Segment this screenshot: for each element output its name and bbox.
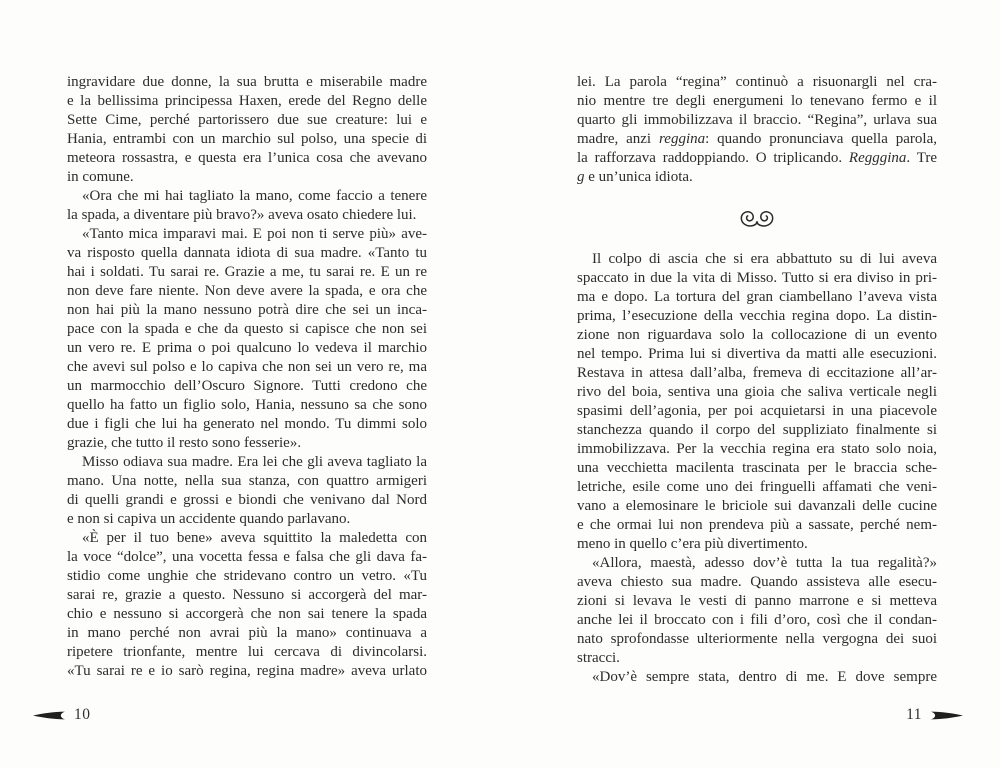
- text-line: [67, 358, 427, 377]
- text-line: [577, 73, 937, 92]
- paragraph: [67, 453, 427, 529]
- text-line: [577, 421, 937, 440]
- text-line: [67, 149, 427, 168]
- text-line: [67, 396, 427, 415]
- right-page-text-column-top: [577, 73, 937, 187]
- next-page-arrow-icon: [931, 711, 963, 720]
- text-run: pace con la spada e che da questo si capisce che non sei: [67, 321, 427, 337]
- text-line: [577, 592, 937, 611]
- text-line: [577, 111, 937, 130]
- text-run: una vecchietta macilenta trascinata per le braccia sche-: [577, 460, 937, 476]
- text-line: [67, 206, 427, 225]
- left-page: [67, 73, 427, 681]
- text-line: [67, 111, 427, 130]
- text-line: [577, 459, 937, 478]
- text-run: ma e dopo. La tortura del gran ciambellano l’aveva vista: [577, 289, 937, 305]
- text-run: «Allora, maestà, adesso dov’è tutta la tua regalità?»: [592, 555, 937, 571]
- text-line: [577, 149, 937, 168]
- text-run: non hai più la mano nessuno potrà dire che sei un inca-: [67, 302, 427, 318]
- text-run: anche lei il broccato con i fili d’oro, così che il condan-: [577, 612, 937, 628]
- text-run: e un’unica idiota.: [584, 169, 693, 185]
- text-run: letriche, esile come uno dei fringuelli affamati che veni-: [577, 479, 937, 495]
- text-run: meno in quello c’era più divertimento.: [577, 536, 808, 552]
- text-run: quarto gli immobilizzava il braccio. “Regina”, urlava sua: [577, 112, 937, 128]
- text-run: sarai re, grazie a questo. Nessuno si accorgerà del mar-: [67, 587, 427, 603]
- text-run: madre, anzi: [577, 131, 659, 147]
- text-line: [577, 611, 937, 630]
- text-line: [67, 434, 427, 453]
- text-line: [67, 548, 427, 567]
- section-divider: [577, 187, 937, 250]
- text-run: grazie, che tutto il resto sono fesserie».: [67, 435, 302, 451]
- text-line: [577, 497, 937, 516]
- paragraph: [67, 73, 427, 187]
- text-line: [67, 472, 427, 491]
- text-run: la spada, a diventare più bravo?» aveva osato chiedere lui.: [67, 207, 417, 223]
- text-run: Restava in attesa dall’alba, fremeva di eccitazione all’ar-: [577, 365, 937, 381]
- text-run: la rafforzava raddoppiando. O triplicando.: [577, 150, 849, 166]
- double-spiral-flourish-icon: [736, 209, 778, 228]
- text-run: che avevi sul polso e lo capiva che non sei un vero re, ma: [67, 359, 427, 375]
- left-page-number: 10: [74, 706, 91, 723]
- text-line: [577, 554, 937, 573]
- text-run: «Ora che mi hai tagliato la mano, come faccio a tenere: [82, 188, 427, 204]
- right-page-text-column-bottom: [577, 250, 937, 687]
- text-line: [67, 643, 427, 662]
- paragraph: [577, 554, 937, 668]
- text-run: in comune.: [67, 169, 134, 185]
- text-line: [67, 339, 427, 358]
- right-page-number: 11: [906, 706, 922, 723]
- text-line: [67, 586, 427, 605]
- text-run: in mano perché non avrai più la mano» continuava a: [67, 625, 427, 641]
- text-run: Misso odiava sua madre. Era lei che gli aveva tagliato la: [82, 454, 427, 470]
- text-run: hai i soldati. Tu sarai re. Grazie a me, tu sarai re. E un re: [67, 264, 427, 280]
- text-run: quello ha fatto un figlio solo, Hania, nessuno sa che sono: [67, 397, 427, 413]
- text-run: spasimi dell’agonia, per poi acquietarsi in una piacevole: [577, 403, 937, 419]
- text-run: nato sprofondasse ulteriormente nella vergogna dei suoi: [577, 631, 937, 647]
- text-line: [577, 478, 937, 497]
- text-line: [67, 244, 427, 263]
- text-line: [577, 307, 937, 326]
- text-line: [577, 630, 937, 649]
- text-run: stracci.: [577, 650, 620, 666]
- text-line: [577, 130, 937, 149]
- text-line: [577, 288, 937, 307]
- text-run: stanchezza quando il corpo del suppliziato finalmente si: [577, 422, 937, 438]
- text-run: chio e nessuno si accorgerà che non sai tenere la spada: [67, 606, 427, 622]
- text-run: e che ormai lui non prendeva più a sassate, perché nem-: [577, 517, 937, 533]
- text-run: spaccato in due la vita di Misso. Tutto si era diviso in pri-: [577, 270, 937, 286]
- left-page-footer: [33, 706, 91, 724]
- text-line: [577, 516, 937, 535]
- text-line: [67, 510, 427, 529]
- text-line: [577, 383, 937, 402]
- text-run: mano. Una notte, nella sua stanza, con quattro armigeri: [67, 473, 427, 489]
- text-run: due i figli che lui ha generato nel mondo. Tu dimmi solo: [67, 416, 427, 432]
- text-line: [67, 605, 427, 624]
- text-run: prima, l’esecuzione della vecchia regina dopo. La distin-: [577, 308, 937, 324]
- text-line: [577, 364, 937, 383]
- text-line: [67, 491, 427, 510]
- text-run: lei. La parola “regina” continuò a risuonargli nel cra-: [577, 74, 937, 90]
- paragraph: [67, 187, 427, 225]
- text-run: . Tre: [906, 150, 937, 166]
- text-line: [67, 529, 427, 548]
- text-line: [577, 668, 937, 687]
- italic-text-run: reggina: [659, 131, 706, 147]
- paragraph: [67, 529, 427, 681]
- text-line: [67, 301, 427, 320]
- text-line: [67, 92, 427, 111]
- text-line: [577, 92, 937, 111]
- paragraph: [577, 73, 937, 187]
- text-line: [577, 402, 937, 421]
- text-run: immobilizzava. Per la vecchia regina era stato solo noia,: [577, 441, 937, 457]
- text-line: [577, 440, 937, 459]
- paragraph: [577, 668, 937, 687]
- text-run: e la bellissima principessa Haxen, erede del Regno delle: [67, 93, 427, 109]
- text-run: Il colpo di ascia che si era abbattuto su di lui aveva: [592, 251, 937, 267]
- text-line: [577, 250, 937, 269]
- text-line: [577, 535, 937, 554]
- italic-text-run: g: [577, 169, 585, 185]
- italic-text-run: Regggina: [848, 150, 907, 166]
- text-line: [67, 662, 427, 681]
- text-line: [577, 573, 937, 592]
- text-run: meteora rossastra, e questa era l’unica cosa che avevano: [67, 150, 427, 166]
- text-run: ripetere trionfante, mentre lui cercava di divincolarsi.: [67, 644, 427, 660]
- text-line: [67, 168, 427, 187]
- text-line: [67, 225, 427, 244]
- text-run: «È per il tuo bene» aveva squittito la maledetta con: [82, 530, 427, 546]
- text-run: nio mentre tre degli energumeni lo tenevano fermo e il: [577, 93, 937, 109]
- text-run: Hania, entrambi con un marchio sul polso, una specie di: [67, 131, 427, 147]
- text-run: «Tanto mica imparavi mai. E poi non ti serve più» ave-: [82, 226, 427, 242]
- text-run: un vero re. E prima o poi qualcuno lo vedeva il marchio: [67, 340, 427, 356]
- text-line: [577, 168, 937, 187]
- text-line: [67, 415, 427, 434]
- text-line: [577, 269, 937, 288]
- text-run: vano a elemosinare le briciole sui davanzali delle cucine: [577, 498, 937, 514]
- paragraph: [577, 250, 937, 554]
- paragraph: [67, 225, 427, 453]
- text-run: Sette Cime, perché partorissero due sue creature: lui e: [67, 112, 427, 128]
- text-line: [67, 73, 427, 92]
- right-page-footer: [906, 706, 963, 724]
- text-line: [67, 187, 427, 206]
- text-run: aveva chiesto sua madre. Quando assisteva alle esecu-: [577, 574, 937, 590]
- text-run: : quando pronunciava quella parola,: [705, 131, 938, 147]
- text-line: [67, 377, 427, 396]
- text-run: e non si capiva un accidente quando parlavano.: [67, 511, 351, 527]
- prev-page-arrow-icon: [33, 711, 65, 720]
- right-page: [577, 73, 937, 687]
- text-run: «Tu sarai re e io sarò regina, regina madre» aveva urlato: [67, 663, 427, 679]
- text-run: «Dov’è sempre stata, dentro di me. E dove sempre: [592, 669, 937, 685]
- text-line: [67, 567, 427, 586]
- text-run: un marmocchio dell’Oscuro Signore. Tutti credono che: [67, 378, 427, 394]
- text-line: [67, 624, 427, 643]
- text-line: [67, 282, 427, 301]
- text-line: [577, 326, 937, 345]
- text-line: [577, 345, 937, 364]
- left-page-text-column: [67, 73, 427, 681]
- text-run: va risposto quella dannata idiota di sua madre. «Tanto tu: [67, 245, 427, 261]
- text-line: [67, 320, 427, 339]
- text-run: ingravidare due donne, la sua brutta e miserabile madre: [67, 74, 427, 90]
- text-run: stidio come unghie che stridevano contro un vetro. «Tu: [67, 568, 427, 584]
- text-line: [67, 130, 427, 149]
- text-run: nel tempo. Prima lui si divertiva da matti alle esecuzioni.: [577, 346, 937, 362]
- text-run: zioni si levava le vesti di panno marrone e si metteva: [577, 593, 937, 609]
- text-run: non deve fare niente. Non deve avere la spada, e ora che: [67, 283, 427, 299]
- text-run: la voce “dolce”, una vocetta fessa e falsa che gli dava fa-: [67, 549, 427, 565]
- text-run: di quelli grandi e grossi e biondi che venivano dal Nord: [67, 492, 427, 508]
- text-line: [67, 453, 427, 472]
- text-run: zione non riguardava solo la collocazione di un evento: [577, 327, 937, 343]
- text-run: rivo del boia, sentiva una gioia che saliva verticale negli: [577, 384, 937, 400]
- text-line: [67, 263, 427, 282]
- text-line: [577, 649, 937, 668]
